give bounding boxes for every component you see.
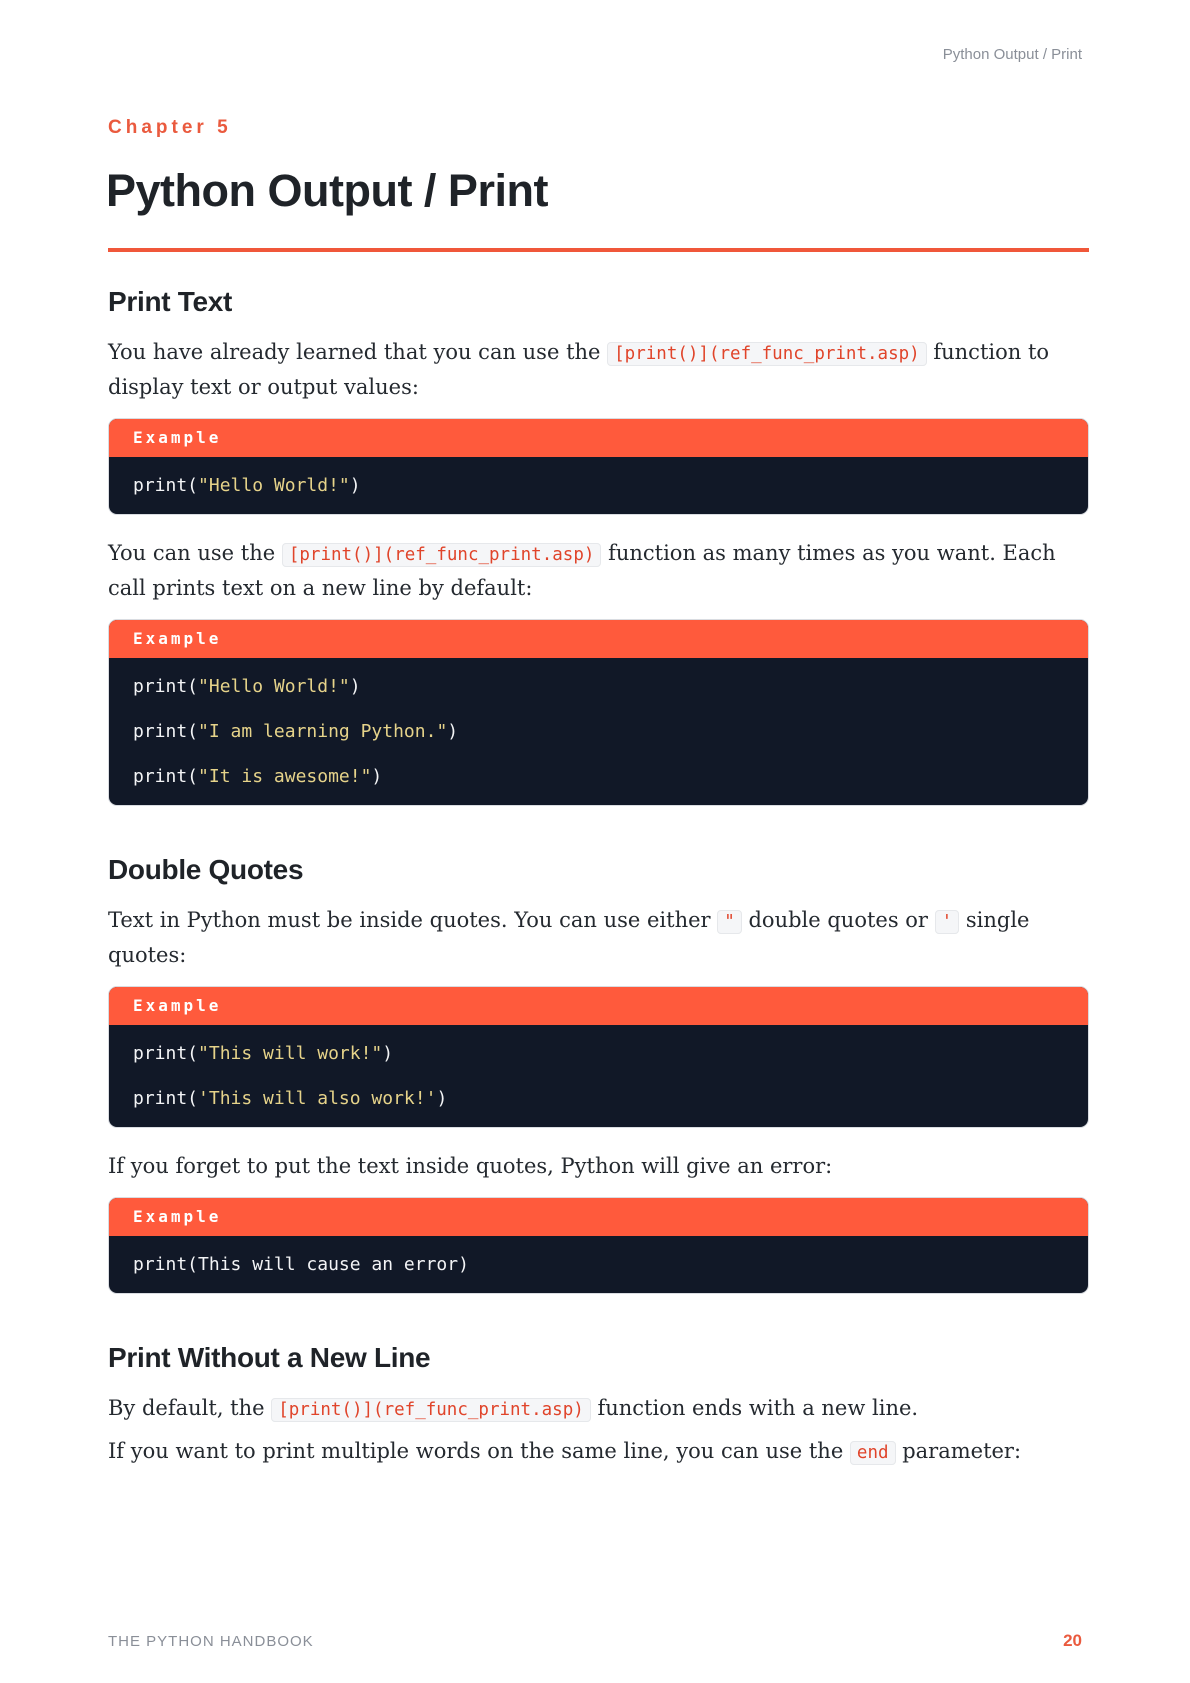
inline-code: end <box>850 1441 896 1465</box>
code-example <box>108 986 1089 1128</box>
text: By default, the <box>108 1396 272 1420</box>
code-paren: ) <box>382 1043 394 1064</box>
code-line <box>133 1084 1064 1113</box>
code-block <box>109 658 1088 805</box>
text: single quotes: <box>108 908 1030 967</box>
text: If you want to print multiple words on the same line, you can use the <box>108 1439 850 1463</box>
section-heading-no-newline: Print Without a New Line <box>108 1342 431 1373</box>
chapter-label: Chapter 5 <box>108 117 232 138</box>
code-example <box>108 619 1089 806</box>
code-paren: ) <box>436 1088 448 1109</box>
text: function ends with a new line. <box>590 1396 919 1420</box>
code-fn: print( <box>133 1088 199 1109</box>
code-fn: print( <box>133 721 199 742</box>
code-line <box>133 762 1064 791</box>
code-fn: print( <box>133 475 199 496</box>
example-label: Example <box>109 419 1088 457</box>
code-block <box>109 1025 1088 1127</box>
code-line <box>133 1039 1064 1068</box>
code-string: "Hello World!" <box>198 676 350 697</box>
code-paren: ) <box>349 475 361 496</box>
inline-code: " <box>717 910 742 934</box>
code-string: "This will work!" <box>198 1043 383 1064</box>
section-heading-print-text: Print Text <box>108 286 233 317</box>
running-header: Python Output / Print <box>942 46 1082 63</box>
code-paren: ) <box>371 766 383 787</box>
code-example <box>108 418 1089 515</box>
code-string: "It is awesome!" <box>198 766 372 787</box>
section-heading-double-quotes: Double Quotes <box>108 854 304 885</box>
paragraph <box>108 336 1089 404</box>
text: You have already learned that you can use the <box>108 340 608 364</box>
paragraph <box>108 904 1089 972</box>
code-line <box>133 717 1064 746</box>
code-paren: ) <box>447 721 459 742</box>
example-label: Example <box>109 1198 1088 1236</box>
example-label: Example <box>109 620 1088 658</box>
title-divider <box>108 248 1089 252</box>
code-line <box>133 672 1064 701</box>
inline-code: ' <box>935 910 960 934</box>
code-fn: print( <box>133 1043 199 1064</box>
code-example <box>108 1197 1089 1294</box>
paragraph <box>108 1435 1089 1470</box>
code-string: "Hello World!" <box>198 475 350 496</box>
code-block <box>109 1236 1088 1293</box>
page-title: Python Output / Print <box>106 165 548 216</box>
code-block <box>109 457 1088 514</box>
code-line <box>133 471 1064 500</box>
example-label: Example <box>109 987 1088 1025</box>
text: parameter: <box>895 1439 1022 1463</box>
text: double quotes or <box>741 908 935 932</box>
inline-code: [print()](ref_func_print.asp) <box>607 342 927 366</box>
code-fn: print( <box>133 766 199 787</box>
code-string: "I am learning Python." <box>198 721 448 742</box>
inline-code: [print()](ref_func_print.asp) <box>271 1398 591 1422</box>
inline-code: [print()](ref_func_print.asp) <box>282 543 602 567</box>
text: function to display text or output values: <box>108 340 1050 399</box>
code-paren: ) <box>349 676 361 697</box>
text: function as many times as you want. Each call prints text on a new line by default: <box>108 541 1056 600</box>
code-fn: print( <box>133 676 199 697</box>
page-number: 20 <box>1063 1631 1082 1650</box>
running-footer: THE PYTHON HANDBOOK <box>108 1633 314 1650</box>
text: You can use the <box>108 541 282 565</box>
paragraph <box>108 1392 1089 1427</box>
text: Text in Python must be inside quotes. You can use either <box>108 908 718 932</box>
paragraph: If you forget to put the text inside quotes, Python will give an error: <box>108 1154 833 1178</box>
paragraph <box>108 537 1089 605</box>
code-string: 'This will also work!' <box>198 1088 437 1109</box>
page-content <box>108 286 1089 1484</box>
code-line: print(This will cause an error) <box>133 1254 469 1275</box>
